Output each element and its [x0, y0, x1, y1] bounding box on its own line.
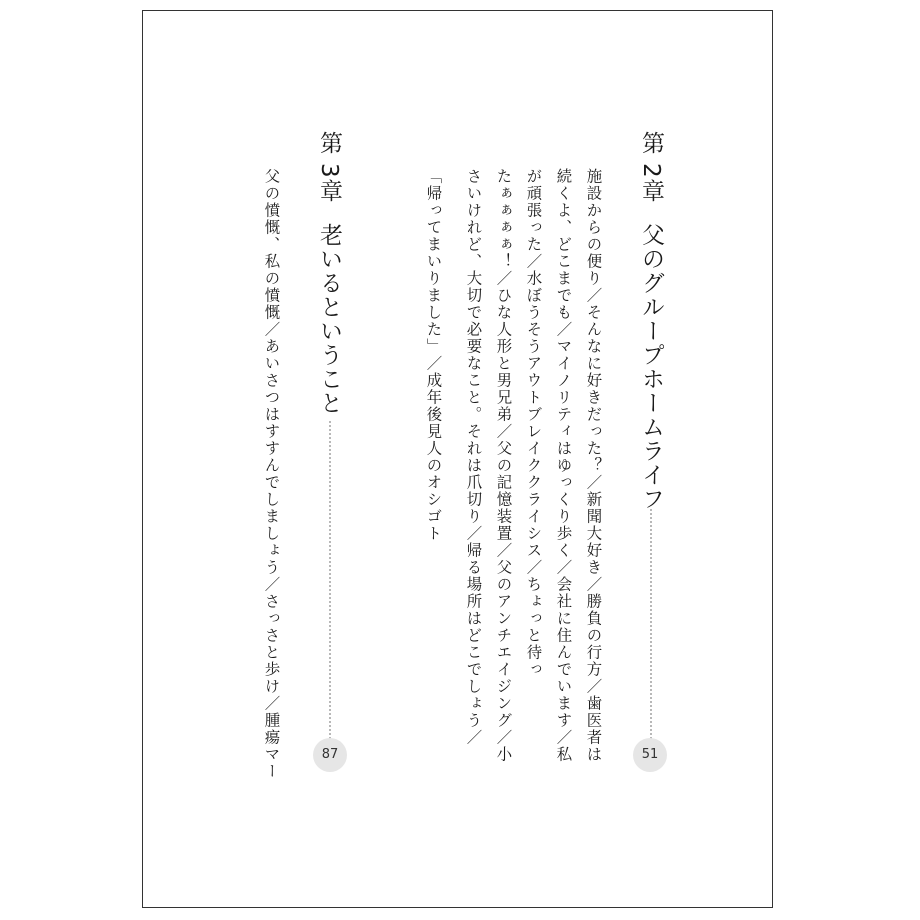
chapter-2-line-5: さいけれど、大切で必要なこと。それは爪切り／帰る場所はどこでしょう／: [464, 168, 483, 746]
chapter-2-number: 2: [638, 163, 664, 179]
chapter-2-prefix: 第: [638, 131, 664, 155]
chapter-2-line-3: が頑張った／水ぼうそうアウトブレイククライシス／ちょっと待っ: [524, 168, 543, 678]
chapter-3-page-number: 87: [313, 738, 347, 772]
chapter-2-line-4: たぁぁぁぁ！／ひな人形と男兄弟／父の記憶装置／父のアンチエイジング／小: [494, 168, 513, 763]
chapter-3-number: 3: [316, 163, 342, 179]
chapter-2-suffix: 章: [638, 178, 664, 203]
chapter-2-heading: [639, 131, 662, 511]
chapter-3-heading: [317, 131, 340, 415]
book-page: [142, 10, 773, 908]
chapter-3-prefix: 第: [316, 131, 342, 155]
chapter-2-line-1: 施設からの便り／そんなに好きだった？／新聞大好き／勝負の行方／歯医者は: [584, 168, 603, 763]
chapter-2-line-6: 「帰ってまいりました」／成年後見人のオシゴト: [424, 168, 443, 542]
chapter-2-page-number: 51: [633, 738, 667, 772]
chapter-3-suffix: 章: [316, 178, 342, 203]
chapter-2-title: 父のグループホームライフ: [638, 222, 664, 511]
chapter-3-leader: [329, 421, 331, 739]
chapter-2-leader: [650, 509, 652, 739]
chapter-3-title: 老いるということ: [316, 222, 342, 415]
chapter-2-line-2: 続くよ、どこまでも／マイノリティはゆっくり歩く／会社に住んでいます／私: [554, 168, 573, 763]
chapter-3-line-1: 父の憤慨、私の憤慨／あいさつはすすんでしましょう／さっさと歩け／腫瘍マー: [262, 168, 281, 780]
